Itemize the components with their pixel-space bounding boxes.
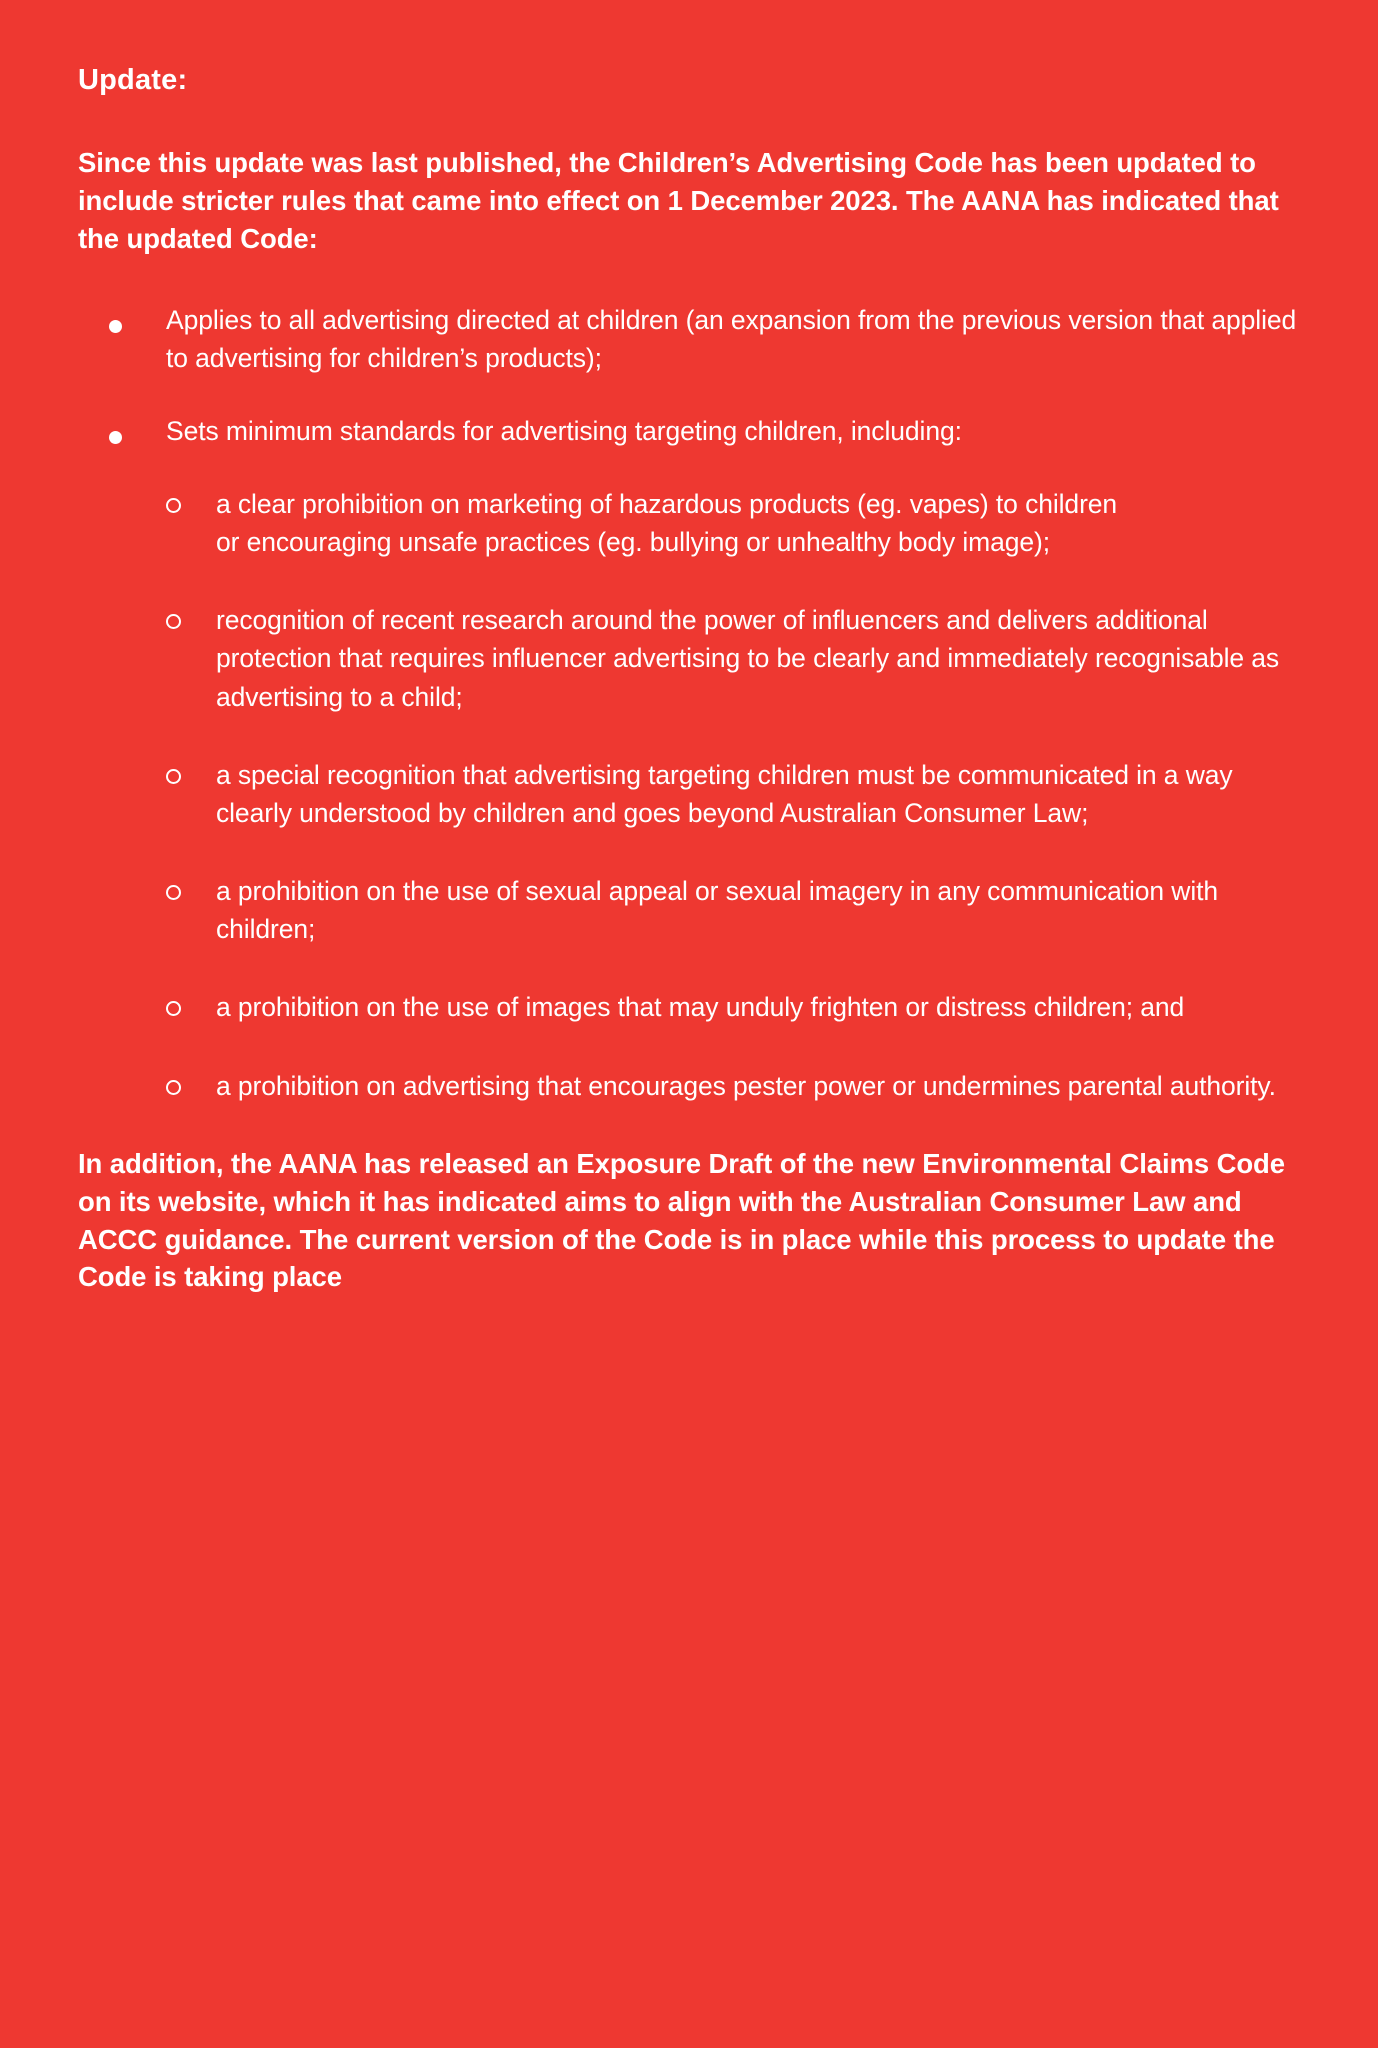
sub-list-item bbox=[166, 988, 1300, 1026]
filled-circle-icon bbox=[109, 431, 122, 444]
sub-list-item-text: recognition of recent research around the power of influencers and delivers additional protection that requires influencer advertising to be clearly and immediately recognisable as advertising to a child; bbox=[216, 605, 1280, 712]
closing-paragraph: In addition, the AANA has released an Exposure Draft of the new Environmental Claims Code on its website, which it has indicated aims to align with the Australian Consumer Law and ACCC guidance. The current version of the Code is in place while this process to update the Code is taking place bbox=[78, 1147, 1285, 1293]
sub-list-item-text: a prohibition on the use of sexual appeal or sexual imagery in any communication with children; bbox=[216, 876, 1219, 945]
sub-list-item bbox=[166, 601, 1300, 715]
hollow-circle-icon bbox=[166, 498, 181, 513]
sub-list-item-text-continued: or encouraging unsafe practices (eg. bullying or unhealthy body image); bbox=[216, 527, 1051, 558]
sub-list-item bbox=[166, 872, 1300, 948]
primary-bullet-list bbox=[78, 302, 1300, 1105]
hollow-circle-icon bbox=[166, 769, 181, 784]
list-item-text: Applies to all advertising directed at children (an expansion from the previous version that applied to advertising for children’s products); bbox=[166, 305, 1297, 373]
sub-list-item-text: a prohibition on the use of images that may unduly frighten or distress children; and bbox=[216, 992, 1185, 1023]
sub-list-item bbox=[166, 1067, 1300, 1105]
sub-list-item bbox=[166, 756, 1300, 832]
list-item bbox=[78, 413, 1300, 1104]
sub-list-item-text: a prohibition on advertising that encourages pester power or undermines parental authority. bbox=[216, 1070, 1276, 1101]
hollow-circle-icon bbox=[166, 614, 181, 629]
intro-paragraph: Since this update was last published, the Children’s Advertising Code has been updated to include stricter rules that came into effect on 1 December 2023. The AANA has indicated that the updated Code: bbox=[78, 147, 1279, 255]
sub-list-item bbox=[166, 485, 1300, 561]
hollow-circle-icon bbox=[166, 1080, 181, 1095]
hollow-circle-icon bbox=[166, 1001, 181, 1016]
hollow-circle-icon bbox=[166, 885, 181, 900]
filled-circle-icon bbox=[109, 320, 122, 333]
list-item-text: Sets minimum standards for advertising targeting children, including: bbox=[166, 416, 962, 447]
list-item bbox=[78, 302, 1300, 377]
sub-list-item-text: a special recognition that advertising targeting children must be communicated in a way clearly understood by children and goes beyond Australian Consumer Law; bbox=[216, 759, 1233, 828]
sub-list-item-text: a clear prohibition on marketing of hazardous products (eg. vapes) to children bbox=[216, 488, 1118, 519]
page-heading: Update: bbox=[78, 64, 188, 96]
secondary-bullet-list bbox=[166, 485, 1300, 1105]
